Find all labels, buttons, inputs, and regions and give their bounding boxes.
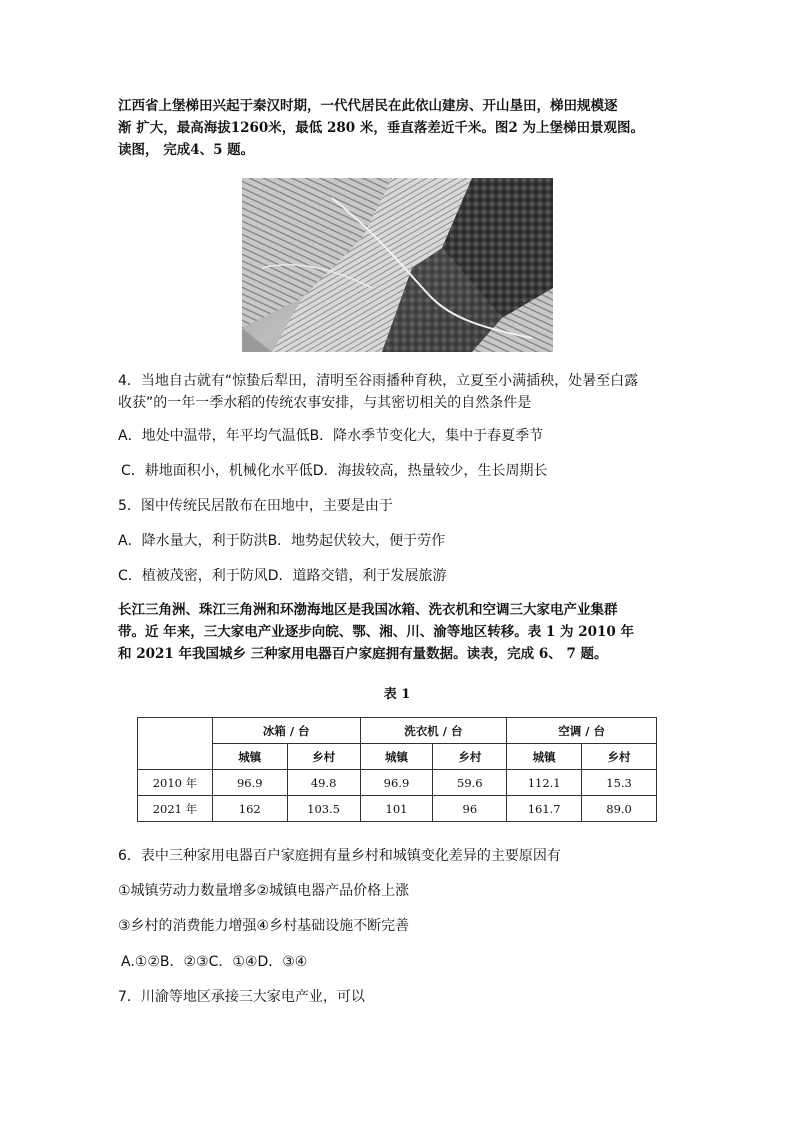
table-cell: 103.5 <box>287 796 360 822</box>
table-row <box>138 770 657 796</box>
table-row <box>138 796 657 822</box>
q5-option-cd[interactable]: C．植被茂密，利于防风D．道路交错，利于发展旅游 <box>118 568 447 584</box>
q5-option-ab[interactable]: A．降水量大，利于防洪B．地势起伏较大，便于劳作 <box>118 533 446 549</box>
intro-line: 读图， 完成4、5 题。 <box>118 142 255 158</box>
intro-line: 带。近 年来，三大家电产业逐步向皖、鄂、湘、川、渝等地区转移。表 1 为 2010 年 <box>118 624 634 640</box>
row-year: 2010 年 <box>138 770 213 796</box>
table-cell: 49.8 <box>287 770 360 796</box>
intro-line: 和 2021 年我国城乡 三种家用电器百户家庭拥有量数据。读表，完成 6、 7 题。 <box>118 646 608 662</box>
intro-line: 江西省上堡梯田兴起于秦汉时期，一代代居民在此依山建房、开山垦田，梯田规模逐 <box>118 98 618 114</box>
intro-line: 长江三角洲、珠江三角洲和环渤海地区是我国冰箱、洗衣机和空调三大家电产业集群 <box>118 602 618 618</box>
question-4 <box>118 370 638 414</box>
question-7-stem: 7．川渝等地区承接三大家电产业，可以 <box>118 989 365 1005</box>
q4-option-cd[interactable]: C．耕地面积小，机械化水平低D．海拔较高，热量较少，生长周期长 <box>121 463 548 479</box>
q6-statements-34: ③乡村的消费能力增强④乡村基础设施不断完善 <box>118 918 410 934</box>
table-cell: 96 <box>433 796 507 822</box>
table-cell: 112.1 <box>507 770 582 796</box>
intro-passage-1 <box>118 95 644 161</box>
table-subheader: 城镇 <box>360 744 433 770</box>
appliance-ownership-table <box>137 717 657 822</box>
q6-options[interactable]: A.①②B．②③C．①④D．③④ <box>121 954 308 970</box>
table-cell: 101 <box>360 796 433 822</box>
table-subheader: 乡村 <box>433 744 507 770</box>
table-corner-cell <box>138 718 213 770</box>
q6-statements-12: ①城镇劳动力数量增多②城镇电器产品价格上涨 <box>118 883 410 899</box>
table-subheader: 乡村 <box>287 744 360 770</box>
table-group-header: 空调 / 台 <box>507 718 657 744</box>
question-stem: 收获”的一年一季水稻的传统农事安排，与其密切相关的自然条件是 <box>118 395 532 411</box>
table-subheader: 城镇 <box>507 744 582 770</box>
intro-passage-2 <box>118 599 634 665</box>
intro-line: 渐 扩大，最高海拔1260米，最低 280 米，垂直落差近千米。图2 为上堡梯田景观图。 <box>118 120 644 136</box>
table-cell: 96.9 <box>212 770 287 796</box>
question-5-stem: 5．图中传统民居散布在田地中，主要是由于 <box>118 498 393 514</box>
table-subheader: 乡村 <box>582 744 657 770</box>
table-cell: 161.7 <box>507 796 582 822</box>
row-year: 2021 年 <box>138 796 213 822</box>
table-cell: 89.0 <box>582 796 657 822</box>
table-cell: 15.3 <box>582 770 657 796</box>
terrace-landscape-photo <box>242 178 553 352</box>
q4-option-ab[interactable]: A．地处中温带，年平均气温低B．降水季节变化大，集中于春夏季节 <box>118 428 544 444</box>
table-group-header: 洗衣机 / 台 <box>360 718 507 744</box>
question-stem: 4．当地自古就有“惊蛰后犁田，清明至谷雨播种育秧，立夏至小满插秧，处暑至白露 <box>118 373 639 389</box>
table-cell: 59.6 <box>433 770 507 796</box>
question-6-stem: 6．表中三种家用电器百户家庭拥有量乡村和城镇变化差异的主要原因有 <box>118 848 561 864</box>
table-subheader: 城镇 <box>212 744 287 770</box>
table-group-header: 冰箱 / 台 <box>212 718 360 744</box>
table-caption: 表 1 <box>383 687 411 702</box>
table-cell: 96.9 <box>360 770 433 796</box>
table-cell: 162 <box>212 796 287 822</box>
